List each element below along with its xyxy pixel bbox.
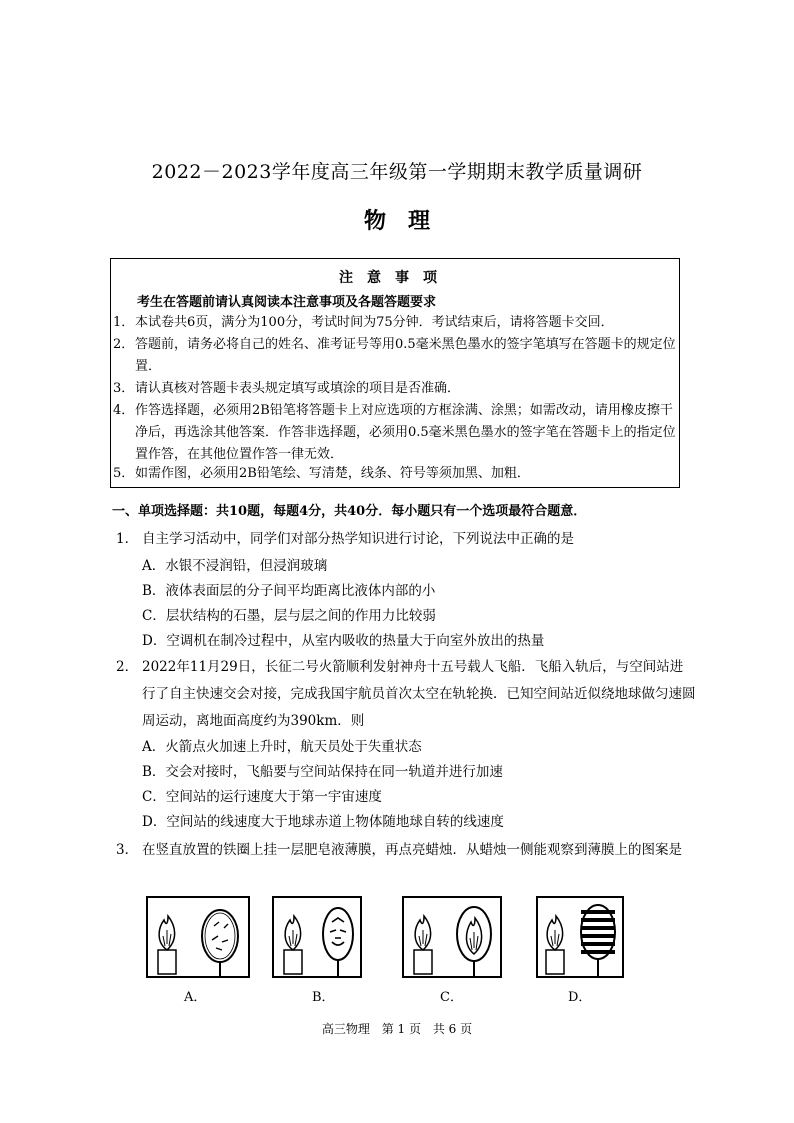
option-c: C．层状结构的石墨，层与层之间的作用力比较弱 <box>142 608 436 624</box>
footer-total: 共 6 页 <box>432 1022 473 1036</box>
figure-d <box>536 896 624 978</box>
question-stem: 自主学习活动中，同学们对部分热学知识进行讨论，下列说法中正确的是 <box>142 531 574 547</box>
question-2 <box>116 654 696 735</box>
notice-item-number: 5． <box>113 466 135 481</box>
notice-item-number: 1． <box>113 315 135 330</box>
figure-label-b: B． <box>312 990 335 1005</box>
option-d: D．空间站的线速度大于地球赤道上物体随地球自转的线速度 <box>142 814 504 830</box>
notice-item <box>113 334 679 378</box>
option-d: D．空调机在制冷过程中，从室内吸收的热量大于向室外放出的热量 <box>142 633 545 649</box>
notice-item-text: 本试卷共6页，满分为100分，考试时间为75分钟．考试结束后，请将答题卡交回． <box>135 315 614 330</box>
notice-item-text: 请认真核对答题卡表头规定填写或填涂的项目是否准确． <box>135 381 461 396</box>
notice-item <box>113 463 679 485</box>
notice-item-text: 答题前，请务必将自己的姓名、准考证号等用0.5毫米黑色墨水的签字笔填写在答题卡的规定位置． <box>135 337 676 374</box>
notice-item-text: 如需作图，必须用2B铅笔绘、写清楚，线条、符号等须加黑、加粗． <box>135 466 530 481</box>
notice-item-number: 4． <box>113 403 135 418</box>
question-number: 1． <box>116 531 139 547</box>
footer-subject: 高三物理 <box>321 1022 370 1036</box>
option-b: B．交会对接时，飞船要与空间站保持在同一轨道并进行加速 <box>142 764 503 780</box>
option-a: A．水银不浸润铅，但浸润玻璃 <box>142 558 328 574</box>
option-a: A．火箭点火加速上升时，航天员处于失重状态 <box>142 739 422 755</box>
footer-page: 第 1 页 <box>381 1022 421 1036</box>
question-number: 3． <box>116 842 139 858</box>
question-stem: 在竖直放置的铁圈上挂一层肥皂液薄膜，再点亮蜡烛．从蜡烛一侧能观察到薄膜上的图案是 <box>142 842 682 858</box>
option-b: B．液体表面层的分子间平均距离比液体内部的小 <box>142 583 436 599</box>
subject-title: 物理 <box>363 208 452 234</box>
notice-item-number: 2． <box>113 337 135 352</box>
figure-label-d: D． <box>568 990 592 1005</box>
notice-item <box>113 378 679 400</box>
exam-title: 2022－2023学年度高三年级第一学期期末教学质量调研 <box>151 161 643 183</box>
notice-item <box>113 400 679 466</box>
figure-label-a: A． <box>184 990 207 1005</box>
question-1 <box>116 526 696 553</box>
figure-c <box>402 896 502 978</box>
notice-item-text: 作答选择题，必须用2B铅笔将答题卡上对应选项的方框涂满、涂黑；如需改动，请用橡皮擦干净后，再选涂其他答案．作答非选择题，必须用0.5毫米黑色墨水的签字笔在答题卡上的指定位置作答，在其他位置作答一律无效． <box>135 403 676 462</box>
page-footer <box>0 1020 794 1037</box>
figure-label-c: C． <box>440 990 463 1005</box>
question-number: 2． <box>116 659 139 675</box>
notice-subheading: 考生在答题前请认真阅读本注意事项及各题答题要求 <box>137 295 437 310</box>
notice-heading: 注意事项 <box>339 270 451 286</box>
notice-box <box>110 258 680 488</box>
section-title: 一、单项选择题：共10题，每题4分，共40分．每小题只有一个选项最符合题意． <box>112 504 587 519</box>
figure-row <box>140 896 620 1006</box>
notice-item-number: 3． <box>113 381 135 396</box>
notice-item <box>113 312 679 334</box>
option-c: C．空间站的运行速度大于第一宇宙速度 <box>142 789 382 805</box>
figure-a <box>146 896 250 978</box>
question-3 <box>116 837 696 864</box>
question-stem: 2022年11月29日，长征二号火箭顺利发射神舟十五号载人飞船．飞船入轨后，与空间站进行了自主快速交会对接，完成我国宇航员首次太空在轨轮换．已知空间站近似绕地球做匀速圆周运动，离地面高度约为390km．则 <box>142 659 696 729</box>
figure-b <box>272 896 362 978</box>
